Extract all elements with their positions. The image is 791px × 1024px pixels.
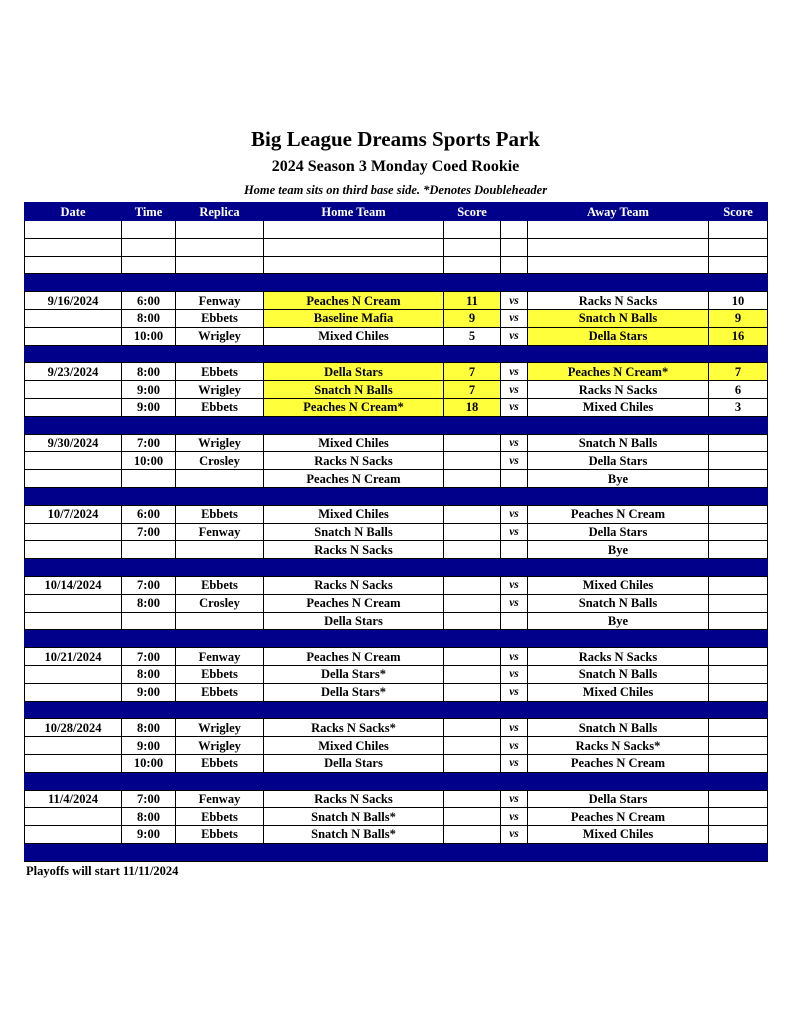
- home-team: Mixed Chiles: [264, 327, 444, 345]
- away-score: [709, 665, 768, 683]
- schedule-body: [25, 221, 768, 862]
- vs-label: [501, 612, 528, 630]
- game-time: 7:00: [122, 790, 176, 808]
- separator-bar: [25, 843, 768, 861]
- blank-cell: [25, 221, 122, 239]
- away-team: Snatch N Balls: [528, 434, 709, 452]
- game-date: [25, 683, 122, 701]
- home-score: 7: [444, 381, 501, 399]
- game-date: 10/7/2024: [25, 505, 122, 523]
- away-team: Bye: [528, 612, 709, 630]
- game-row: [25, 790, 768, 808]
- game-date: [25, 826, 122, 844]
- separator-bar: [25, 487, 768, 505]
- game-replica: Fenway: [176, 292, 264, 310]
- game-row: [25, 470, 768, 488]
- away-score: 7: [709, 363, 768, 381]
- game-date: [25, 737, 122, 755]
- blank-cell: [264, 238, 444, 256]
- blank-row: [25, 238, 768, 256]
- game-time: 9:00: [122, 826, 176, 844]
- home-team: Mixed Chiles: [264, 434, 444, 452]
- vs-label: vs: [501, 452, 528, 470]
- blank-cell: [176, 221, 264, 239]
- game-time: 8:00: [122, 808, 176, 826]
- game-row: [25, 292, 768, 310]
- vs-label: vs: [501, 327, 528, 345]
- col-header-home-team: Home Team: [264, 203, 444, 221]
- home-team: Racks N Sacks: [264, 541, 444, 559]
- game-replica: Ebbets: [176, 754, 264, 772]
- home-team: Snatch N Balls: [264, 523, 444, 541]
- game-time: 9:00: [122, 683, 176, 701]
- home-team: Peaches N Cream: [264, 594, 444, 612]
- blank-cell: [25, 256, 122, 274]
- blank-cell: [501, 256, 528, 274]
- game-time: 10:00: [122, 754, 176, 772]
- away-team: Bye: [528, 470, 709, 488]
- game-date: [25, 808, 122, 826]
- col-header-away-team: Away Team: [528, 203, 709, 221]
- game-replica: Fenway: [176, 790, 264, 808]
- vs-label: vs: [501, 398, 528, 416]
- blank-row: [25, 221, 768, 239]
- vs-label: vs: [501, 826, 528, 844]
- separator-bar: [25, 630, 768, 648]
- vs-label: [501, 470, 528, 488]
- game-replica: Fenway: [176, 523, 264, 541]
- home-score: [444, 826, 501, 844]
- playoffs-note: Playoffs will start 11/11/2024: [26, 864, 179, 878]
- blank-cell: [264, 256, 444, 274]
- game-date: [25, 381, 122, 399]
- separator-bar: [25, 345, 768, 363]
- home-team: Della Stars: [264, 754, 444, 772]
- doubleheader-note: Home team sits on third base side. *Denotes Doubleheader: [243, 183, 548, 197]
- vs-label: vs: [501, 719, 528, 737]
- away-team: Racks N Sacks*: [528, 737, 709, 755]
- game-row: [25, 363, 768, 381]
- away-score: [709, 683, 768, 701]
- game-replica: Wrigley: [176, 737, 264, 755]
- separator-bar: [25, 772, 768, 790]
- game-replica: Ebbets: [176, 505, 264, 523]
- home-score: 11: [444, 292, 501, 310]
- game-replica: Fenway: [176, 648, 264, 666]
- blank-cell: [444, 238, 501, 256]
- game-row: [25, 505, 768, 523]
- vs-label: vs: [501, 665, 528, 683]
- game-date: [25, 523, 122, 541]
- game-row: [25, 612, 768, 630]
- blank-cell: [122, 256, 176, 274]
- game-row: [25, 683, 768, 701]
- home-team: Snatch N Balls*: [264, 808, 444, 826]
- game-replica: Ebbets: [176, 363, 264, 381]
- game-replica: [176, 470, 264, 488]
- game-row: [25, 309, 768, 327]
- away-team: Della Stars: [528, 790, 709, 808]
- week-separator: [25, 416, 768, 434]
- home-score: 7: [444, 363, 501, 381]
- game-date: [25, 665, 122, 683]
- game-row: [25, 576, 768, 594]
- game-row: [25, 452, 768, 470]
- home-team: Peaches N Cream: [264, 648, 444, 666]
- game-replica: Wrigley: [176, 434, 264, 452]
- blank-cell: [709, 221, 768, 239]
- away-score: [709, 808, 768, 826]
- away-score: [709, 737, 768, 755]
- game-date: 10/21/2024: [25, 648, 122, 666]
- game-date: [25, 309, 122, 327]
- away-team: Peaches N Cream: [528, 505, 709, 523]
- away-score: [709, 505, 768, 523]
- away-team: Mixed Chiles: [528, 576, 709, 594]
- game-time: [122, 470, 176, 488]
- home-team: Della Stars*: [264, 665, 444, 683]
- home-score: [444, 808, 501, 826]
- week-separator: [25, 559, 768, 577]
- blank-cell: [25, 238, 122, 256]
- vs-label: vs: [501, 754, 528, 772]
- game-replica: Ebbets: [176, 665, 264, 683]
- away-score: [709, 470, 768, 488]
- game-replica: [176, 541, 264, 559]
- col-header-home-score: Score: [444, 203, 501, 221]
- game-row: [25, 648, 768, 666]
- home-score: [444, 683, 501, 701]
- away-team: Mixed Chiles: [528, 398, 709, 416]
- game-row: [25, 541, 768, 559]
- game-time: 7:00: [122, 576, 176, 594]
- blank-cell: [501, 238, 528, 256]
- away-score: [709, 790, 768, 808]
- away-score: 9: [709, 309, 768, 327]
- game-replica: Crosley: [176, 594, 264, 612]
- home-score: [444, 452, 501, 470]
- game-replica: Ebbets: [176, 683, 264, 701]
- away-team: Della Stars: [528, 452, 709, 470]
- game-time: 6:00: [122, 505, 176, 523]
- home-team: Snatch N Balls: [264, 381, 444, 399]
- away-team: Racks N Sacks: [528, 648, 709, 666]
- away-score: [709, 594, 768, 612]
- game-replica: [176, 612, 264, 630]
- away-team: Racks N Sacks: [528, 292, 709, 310]
- blank-cell: [444, 221, 501, 239]
- game-date: 11/4/2024: [25, 790, 122, 808]
- away-team: Racks N Sacks: [528, 381, 709, 399]
- game-row: [25, 719, 768, 737]
- away-team: Snatch N Balls: [528, 594, 709, 612]
- separator-bar: [25, 416, 768, 434]
- home-team: Racks N Sacks*: [264, 719, 444, 737]
- away-team: Peaches N Cream: [528, 808, 709, 826]
- game-time: 8:00: [122, 719, 176, 737]
- game-time: [122, 612, 176, 630]
- game-time: 10:00: [122, 327, 176, 345]
- game-row: [25, 398, 768, 416]
- home-team: Racks N Sacks: [264, 790, 444, 808]
- away-team: Snatch N Balls: [528, 719, 709, 737]
- away-team: Peaches N Cream*: [528, 363, 709, 381]
- game-time: 6:00: [122, 292, 176, 310]
- vs-label: vs: [501, 576, 528, 594]
- game-time: 10:00: [122, 452, 176, 470]
- blank-cell: [501, 221, 528, 239]
- away-score: [709, 541, 768, 559]
- away-score: [709, 452, 768, 470]
- game-date: 9/30/2024: [25, 434, 122, 452]
- home-team: Della Stars: [264, 612, 444, 630]
- vs-label: vs: [501, 505, 528, 523]
- home-team: Della Stars*: [264, 683, 444, 701]
- game-date: 10/28/2024: [25, 719, 122, 737]
- away-score: 16: [709, 327, 768, 345]
- separator-bar: [25, 274, 768, 292]
- blank-cell: [176, 238, 264, 256]
- game-date: [25, 754, 122, 772]
- game-date: [25, 470, 122, 488]
- home-team: Peaches N Cream*: [264, 398, 444, 416]
- vs-label: vs: [501, 808, 528, 826]
- home-team: Mixed Chiles: [264, 737, 444, 755]
- home-team: Peaches N Cream: [264, 470, 444, 488]
- week-separator: [25, 487, 768, 505]
- home-score: [444, 612, 501, 630]
- home-score: [444, 541, 501, 559]
- game-date: [25, 612, 122, 630]
- vs-label: vs: [501, 381, 528, 399]
- home-score: [444, 594, 501, 612]
- separator-bar: [25, 701, 768, 719]
- game-time: 9:00: [122, 737, 176, 755]
- away-score: [709, 434, 768, 452]
- blank-cell: [528, 221, 709, 239]
- game-time: 8:00: [122, 309, 176, 327]
- game-row: [25, 381, 768, 399]
- away-score: 6: [709, 381, 768, 399]
- game-row: [25, 523, 768, 541]
- blank-cell: [122, 238, 176, 256]
- away-team: Peaches N Cream: [528, 754, 709, 772]
- away-team: Mixed Chiles: [528, 683, 709, 701]
- game-time: 9:00: [122, 398, 176, 416]
- away-team: Della Stars: [528, 523, 709, 541]
- vs-label: vs: [501, 790, 528, 808]
- game-time: 8:00: [122, 665, 176, 683]
- game-row: [25, 808, 768, 826]
- col-header-vs: [501, 203, 528, 221]
- vs-label: vs: [501, 309, 528, 327]
- home-team: Mixed Chiles: [264, 505, 444, 523]
- week-separator: [25, 701, 768, 719]
- game-time: 8:00: [122, 363, 176, 381]
- home-team: Peaches N Cream: [264, 292, 444, 310]
- game-replica: Crosley: [176, 452, 264, 470]
- away-score: [709, 648, 768, 666]
- home-score: [444, 434, 501, 452]
- blank-cell: [709, 256, 768, 274]
- blank-cell: [122, 221, 176, 239]
- game-row: [25, 754, 768, 772]
- game-time: 7:00: [122, 648, 176, 666]
- home-team: Baseline Mafia: [264, 309, 444, 327]
- away-team: Mixed Chiles: [528, 826, 709, 844]
- home-score: [444, 505, 501, 523]
- blank-cell: [528, 238, 709, 256]
- schedule-table: [24, 202, 768, 862]
- vs-label: [501, 541, 528, 559]
- vs-label: vs: [501, 292, 528, 310]
- vs-label: vs: [501, 737, 528, 755]
- game-replica: Wrigley: [176, 719, 264, 737]
- game-date: [25, 541, 122, 559]
- separator-bar: [25, 559, 768, 577]
- game-row: [25, 434, 768, 452]
- page-subtitle: 2024 Season 3 Monday Coed Rookie: [271, 158, 520, 175]
- game-row: [25, 327, 768, 345]
- home-team: Della Stars: [264, 363, 444, 381]
- away-score: [709, 612, 768, 630]
- vs-label: vs: [501, 434, 528, 452]
- blank-cell: [528, 256, 709, 274]
- game-date: 10/14/2024: [25, 576, 122, 594]
- away-score: 3: [709, 398, 768, 416]
- home-score: 5: [444, 327, 501, 345]
- home-score: [444, 648, 501, 666]
- away-score: [709, 523, 768, 541]
- away-score: [709, 826, 768, 844]
- game-replica: Ebbets: [176, 398, 264, 416]
- vs-label: vs: [501, 648, 528, 666]
- home-score: [444, 523, 501, 541]
- week-separator: [25, 772, 768, 790]
- game-date: 9/23/2024: [25, 363, 122, 381]
- away-score: 10: [709, 292, 768, 310]
- table-header-row: [25, 203, 768, 221]
- game-replica: Ebbets: [176, 808, 264, 826]
- week-separator: [25, 345, 768, 363]
- page-title: Big League Dreams Sports Park: [251, 127, 540, 151]
- game-row: [25, 594, 768, 612]
- game-time: [122, 541, 176, 559]
- game-row: [25, 826, 768, 844]
- col-header-replica: Replica: [176, 203, 264, 221]
- home-score: [444, 719, 501, 737]
- game-date: [25, 594, 122, 612]
- col-header-away-score: Score: [709, 203, 768, 221]
- home-score: [444, 737, 501, 755]
- game-date: [25, 327, 122, 345]
- away-team: Snatch N Balls: [528, 309, 709, 327]
- game-replica: Ebbets: [176, 826, 264, 844]
- game-date: [25, 398, 122, 416]
- blank-cell: [709, 238, 768, 256]
- vs-label: vs: [501, 523, 528, 541]
- blank-row: [25, 256, 768, 274]
- game-date: 9/16/2024: [25, 292, 122, 310]
- home-team: Snatch N Balls*: [264, 826, 444, 844]
- home-score: [444, 576, 501, 594]
- game-time: 7:00: [122, 523, 176, 541]
- vs-label: vs: [501, 363, 528, 381]
- game-replica: Ebbets: [176, 309, 264, 327]
- away-score: [709, 719, 768, 737]
- game-time: 8:00: [122, 594, 176, 612]
- away-team: Bye: [528, 541, 709, 559]
- game-time: 9:00: [122, 381, 176, 399]
- vs-label: vs: [501, 683, 528, 701]
- week-separator: [25, 630, 768, 648]
- away-score: [709, 576, 768, 594]
- home-score: 9: [444, 309, 501, 327]
- game-replica: Wrigley: [176, 381, 264, 399]
- col-header-time: Time: [122, 203, 176, 221]
- home-score: [444, 754, 501, 772]
- col-header-date: Date: [25, 203, 122, 221]
- blank-cell: [176, 256, 264, 274]
- game-time: 7:00: [122, 434, 176, 452]
- home-score: [444, 790, 501, 808]
- vs-label: vs: [501, 594, 528, 612]
- away-team: Snatch N Balls: [528, 665, 709, 683]
- home-team: Racks N Sacks: [264, 452, 444, 470]
- week-separator: [25, 843, 768, 861]
- game-date: [25, 452, 122, 470]
- home-score: [444, 665, 501, 683]
- away-team: Della Stars: [528, 327, 709, 345]
- blank-cell: [444, 256, 501, 274]
- blank-cell: [264, 221, 444, 239]
- home-score: 18: [444, 398, 501, 416]
- away-score: [709, 754, 768, 772]
- home-score: [444, 470, 501, 488]
- game-replica: Wrigley: [176, 327, 264, 345]
- week-separator: [25, 274, 768, 292]
- game-replica: Ebbets: [176, 576, 264, 594]
- game-row: [25, 665, 768, 683]
- game-row: [25, 737, 768, 755]
- home-team: Racks N Sacks: [264, 576, 444, 594]
